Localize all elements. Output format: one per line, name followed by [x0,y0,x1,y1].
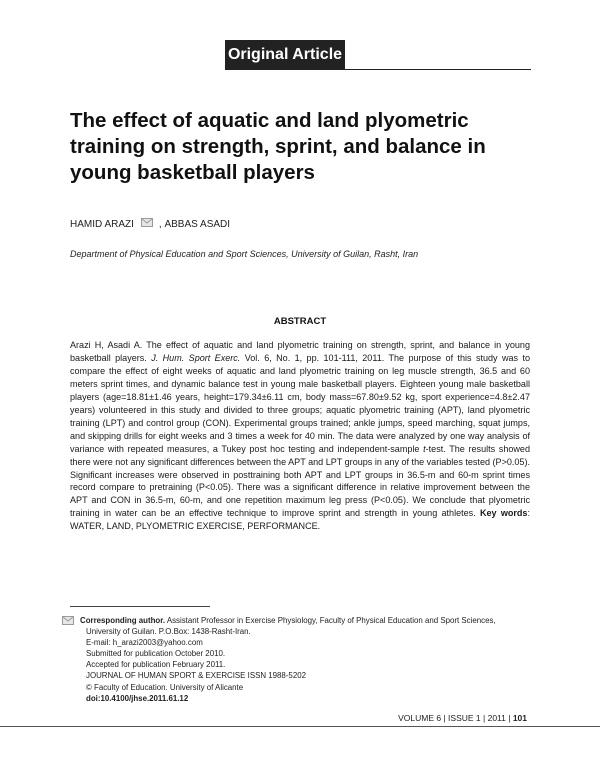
page-number: 101 [512,713,527,723]
abstract-heading: ABSTRACT [273,316,327,327]
badge-underline [225,69,531,70]
correspondence-block [62,615,530,704]
accepted-date: Accepted for publication February 2011. [86,660,226,670]
author-separator: , [158,218,165,230]
article-type-badge: Original Article [225,40,345,69]
keywords: : WATER, LAND, PLYOMETRIC EXERCISE, PERFORMANCE. [70,508,530,532]
author-name-asadi: ABBAS ASADI [164,218,231,230]
journal-issn: JOURNAL OF HUMAN SPORT & EXERCISE ISSN 1988-5202 [86,671,306,681]
copyright: © Faculty of Education. University of Alicante [86,682,244,692]
submitted-date: Submitted for publication October 2010. [86,649,226,659]
doi-link[interactable]: doi:10.4100/jhse.2011.61.12 [86,693,189,703]
envelope-icon[interactable] [141,218,153,230]
t-test-letter: t [423,443,426,454]
article-title: The effect of aquatic and land plyometric training on strength, sprint, and balance in young basketball players [70,109,486,184]
abstract-body [70,339,530,533]
affiliation: Department of Physical Education and Sport Sciences, University of Guilan, Rasht, Iran [70,249,419,259]
abstract-text-a: The purpose of this study was to compare the effect of eight weeks of aquatic and land plyometric training on leg muscle strength, 36.5 and 60 meters sprint times, and dynamic balance test in young male basketball players. Eighteen young male basketball players (age=18.81±1.46 years, height=179.34±6.11 cm, body mass=67.80±9.52 kg, sport experience=4.8±2.47 years) volunteered in this study and divided to three groups; aquatic plyometric training (APT), land plyometric training (LPT) and control group (CON). Experimental groups trained; ankle jumps, speed marching, squat jumps, and skipping drills for eight weeks and 3 times a week for 40 min. The data were analyzed by one way analysis of variance with repeated measures, a Tukey post hoc testing and independent-sample [70,352,530,454]
author-name-arazi: HAMID ARAZI [70,218,134,230]
footnote-divider [70,606,210,607]
issue-info [398,713,527,723]
envelope-icon [62,616,74,628]
journal-name: J. Hum. Sport Exerc. [151,352,241,363]
footer-rule [0,726,600,727]
volume-issue-year: VOLUME 6 | ISSUE 1 | 2011 | [398,713,511,723]
abstract-citation-tail: Vol. 6, No. 1, pp. 101-111, 2011. [244,352,385,363]
abstract-text-b: -test. The results showed there were not any significant differences between the APT and LPT groups in any of the variables tested (P>0.05). Significant increases were observed in posttraining both APT and LPT groups in 36.5-m and 60-m sprint times record compare to pretraining (P<0.05). There was a significant difference in relative improvement between the APT and CON in 36.5-m, 60-m, and one repetition maximum leg press (P<0.05). We conclude that plyometric training in water can be an effective technique to improve sprint and strength in young athletes. [70,443,530,519]
author-line [70,218,230,230]
corresponding-author-label: Corresponding author. [80,616,166,625]
corresponding-position: Assistant Professor in Exercise Physiology, Faculty of Physical Education and Sport Sciences, [166,616,496,625]
corresponding-email[interactable]: E-mail: h_arazi2003@yahoo.com [86,638,203,648]
corresponding-address: University of Guilan. P.O.Box: 1438-Rasht-Iran. [86,627,251,637]
abstract-citation-lead: Arazi H, Asadi A. The effect of aquatic and land plyometric training on strength, sprint, and balance in young basketball players. [70,340,530,363]
keywords-label: Key words [479,508,528,519]
